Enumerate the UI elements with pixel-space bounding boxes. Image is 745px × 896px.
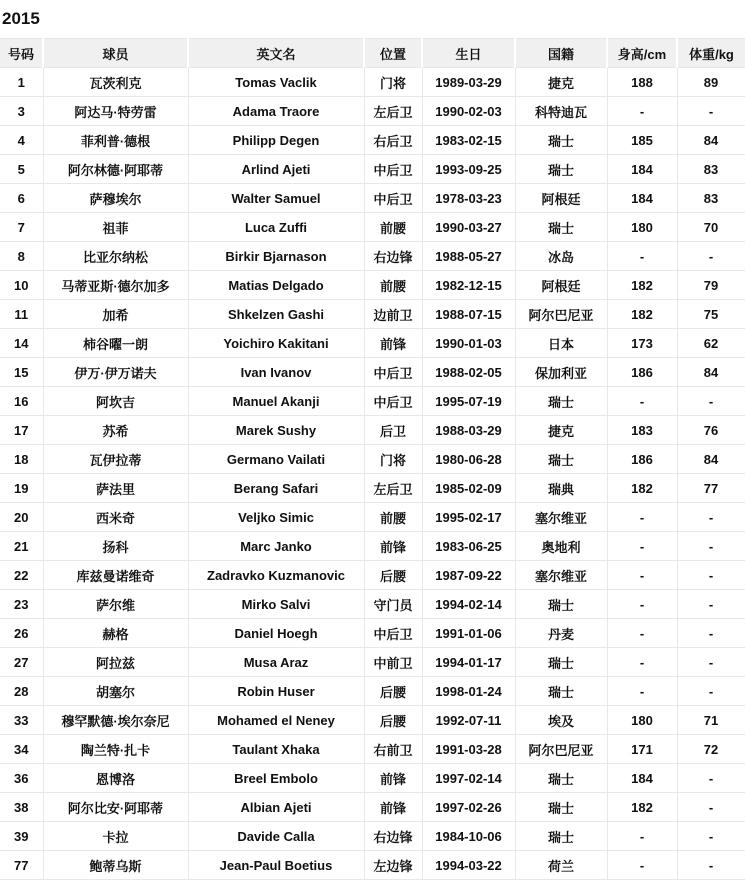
cell-position: 左后卫 — [364, 97, 422, 126]
cell-player: 西米奇 — [43, 503, 188, 532]
cell-height-cm: - — [607, 648, 677, 677]
cell-nationality: 埃及 — [515, 706, 607, 735]
cell-player: 鲍蒂乌斯 — [43, 851, 188, 880]
cell-birthday: 1982-12-15 — [422, 271, 515, 300]
cell-weight-kg: - — [677, 648, 745, 677]
cell-weight-kg: 72 — [677, 735, 745, 764]
table-row — [0, 590, 745, 619]
cell-position: 中后卫 — [364, 358, 422, 387]
cell-english-name: Zadravko Kuzmanovic — [188, 561, 364, 590]
cell-english-name: Mirko Salvi — [188, 590, 364, 619]
cell-position: 中后卫 — [364, 155, 422, 184]
cell-weight-kg: 71 — [677, 706, 745, 735]
cell-number: 8 — [0, 242, 43, 271]
cell-player: 阿坎吉 — [43, 387, 188, 416]
cell-height-cm: 185 — [607, 126, 677, 155]
cell-number: 16 — [0, 387, 43, 416]
cell-nationality: 瑞士 — [515, 590, 607, 619]
cell-birthday: 1983-02-15 — [422, 126, 515, 155]
table-row — [0, 184, 745, 213]
cell-height-cm: - — [607, 532, 677, 561]
cell-nationality: 瑞士 — [515, 126, 607, 155]
cell-height-cm: 182 — [607, 300, 677, 329]
cell-position: 前腰 — [364, 503, 422, 532]
cell-position: 后腰 — [364, 677, 422, 706]
cell-english-name: Yoichiro Kakitani — [188, 329, 364, 358]
cell-position: 前锋 — [364, 532, 422, 561]
table-row — [0, 242, 745, 271]
cell-player: 萨尔维 — [43, 590, 188, 619]
cell-height-cm: - — [607, 822, 677, 851]
table-header-row — [0, 39, 745, 68]
cell-weight-kg: - — [677, 242, 745, 271]
cell-weight-kg: - — [677, 503, 745, 532]
cell-height-cm: - — [607, 851, 677, 880]
cell-number: 3 — [0, 97, 43, 126]
cell-birthday: 1990-02-03 — [422, 97, 515, 126]
cell-number: 20 — [0, 503, 43, 532]
cell-height-cm: 184 — [607, 764, 677, 793]
cell-height-cm: 186 — [607, 445, 677, 474]
cell-birthday: 1993-09-25 — [422, 155, 515, 184]
cell-height-cm: - — [607, 503, 677, 532]
cell-height-cm: 180 — [607, 706, 677, 735]
cell-birthday: 1989-03-29 — [422, 68, 515, 97]
cell-birthday: 1988-07-15 — [422, 300, 515, 329]
cell-weight-kg: - — [677, 793, 745, 822]
cell-player: 恩博洛 — [43, 764, 188, 793]
cell-weight-kg: - — [677, 619, 745, 648]
table-row — [0, 213, 745, 242]
cell-birthday: 1990-01-03 — [422, 329, 515, 358]
cell-height-cm: - — [607, 619, 677, 648]
cell-number: 21 — [0, 532, 43, 561]
cell-position: 右边锋 — [364, 242, 422, 271]
cell-number: 26 — [0, 619, 43, 648]
cell-number: 33 — [0, 706, 43, 735]
cell-english-name: Tomas Vaclik — [188, 68, 364, 97]
cell-height-cm: - — [607, 561, 677, 590]
cell-weight-kg: 77 — [677, 474, 745, 503]
cell-nationality: 瑞士 — [515, 677, 607, 706]
table-row — [0, 619, 745, 648]
cell-position: 中后卫 — [364, 184, 422, 213]
column-header-player: 球员 — [43, 39, 188, 68]
table-row — [0, 445, 745, 474]
cell-birthday: 1994-01-17 — [422, 648, 515, 677]
cell-nationality: 塞尔维亚 — [515, 561, 607, 590]
cell-english-name: Ivan Ivanov — [188, 358, 364, 387]
cell-english-name: Jean-Paul Boetius — [188, 851, 364, 880]
cell-nationality: 科特迪瓦 — [515, 97, 607, 126]
cell-height-cm: - — [607, 677, 677, 706]
cell-number: 11 — [0, 300, 43, 329]
cell-height-cm: 173 — [607, 329, 677, 358]
cell-nationality: 捷克 — [515, 68, 607, 97]
cell-birthday: 1994-02-14 — [422, 590, 515, 619]
cell-english-name: Mohamed el Neney — [188, 706, 364, 735]
cell-number: 38 — [0, 793, 43, 822]
cell-player: 卡拉 — [43, 822, 188, 851]
cell-position: 前锋 — [364, 764, 422, 793]
cell-height-cm: 171 — [607, 735, 677, 764]
cell-number: 28 — [0, 677, 43, 706]
column-header-weight-kg: 体重/kg — [677, 39, 745, 68]
cell-nationality: 瑞士 — [515, 387, 607, 416]
cell-nationality: 冰岛 — [515, 242, 607, 271]
cell-english-name: Germano Vailati — [188, 445, 364, 474]
cell-number: 7 — [0, 213, 43, 242]
cell-height-cm: 182 — [607, 271, 677, 300]
cell-player: 赫格 — [43, 619, 188, 648]
cell-weight-kg: 84 — [677, 445, 745, 474]
cell-number: 5 — [0, 155, 43, 184]
cell-nationality: 阿尔巴尼亚 — [515, 735, 607, 764]
cell-birthday: 1991-01-06 — [422, 619, 515, 648]
cell-birthday: 1995-07-19 — [422, 387, 515, 416]
table-row — [0, 561, 745, 590]
cell-english-name: Marek Sushy — [188, 416, 364, 445]
cell-player: 阿拉兹 — [43, 648, 188, 677]
cell-number: 23 — [0, 590, 43, 619]
cell-position: 右边锋 — [364, 822, 422, 851]
cell-position: 右后卫 — [364, 126, 422, 155]
cell-weight-kg: 79 — [677, 271, 745, 300]
table-row — [0, 474, 745, 503]
cell-player: 库兹曼诺维奇 — [43, 561, 188, 590]
table-row — [0, 793, 745, 822]
cell-birthday: 1998-01-24 — [422, 677, 515, 706]
cell-number: 14 — [0, 329, 43, 358]
cell-number: 22 — [0, 561, 43, 590]
table-row — [0, 503, 745, 532]
table-row — [0, 271, 745, 300]
cell-position: 前锋 — [364, 329, 422, 358]
cell-nationality: 瑞士 — [515, 155, 607, 184]
cell-birthday: 1987-09-22 — [422, 561, 515, 590]
cell-position: 前腰 — [364, 213, 422, 242]
cell-nationality: 捷克 — [515, 416, 607, 445]
cell-position: 后腰 — [364, 561, 422, 590]
cell-player: 苏希 — [43, 416, 188, 445]
cell-player: 祖菲 — [43, 213, 188, 242]
table-row — [0, 677, 745, 706]
cell-birthday: 1992-07-11 — [422, 706, 515, 735]
cell-weight-kg: 89 — [677, 68, 745, 97]
table-row — [0, 300, 745, 329]
column-header-birthday: 生日 — [422, 39, 515, 68]
cell-nationality: 日本 — [515, 329, 607, 358]
table-row — [0, 532, 745, 561]
cell-height-cm: - — [607, 242, 677, 271]
table-row — [0, 126, 745, 155]
cell-nationality: 瑞典 — [515, 474, 607, 503]
cell-height-cm: 184 — [607, 184, 677, 213]
cell-birthday: 1978-03-23 — [422, 184, 515, 213]
cell-birthday: 1988-05-27 — [422, 242, 515, 271]
cell-number: 17 — [0, 416, 43, 445]
cell-weight-kg: 83 — [677, 184, 745, 213]
cell-birthday: 1983-06-25 — [422, 532, 515, 561]
cell-nationality: 阿根廷 — [515, 271, 607, 300]
cell-number: 39 — [0, 822, 43, 851]
cell-english-name: Walter Samuel — [188, 184, 364, 213]
cell-nationality: 奥地利 — [515, 532, 607, 561]
cell-nationality: 保加利亚 — [515, 358, 607, 387]
cell-player: 胡塞尔 — [43, 677, 188, 706]
cell-english-name: Breel Embolo — [188, 764, 364, 793]
cell-english-name: Shkelzen Gashi — [188, 300, 364, 329]
cell-number: 15 — [0, 358, 43, 387]
column-header-english-name: 英文名 — [188, 39, 364, 68]
cell-english-name: Veljko Simic — [188, 503, 364, 532]
table-row — [0, 822, 745, 851]
cell-english-name: Adama Traore — [188, 97, 364, 126]
cell-height-cm: - — [607, 387, 677, 416]
table-row — [0, 648, 745, 677]
cell-birthday: 1990-03-27 — [422, 213, 515, 242]
cell-player: 扬科 — [43, 532, 188, 561]
cell-english-name: Davide Calla — [188, 822, 364, 851]
table-row — [0, 387, 745, 416]
cell-position: 边前卫 — [364, 300, 422, 329]
cell-height-cm: - — [607, 590, 677, 619]
cell-nationality: 瑞士 — [515, 793, 607, 822]
cell-player: 阿尔比安·阿耶蒂 — [43, 793, 188, 822]
cell-english-name: Albian Ajeti — [188, 793, 364, 822]
cell-birthday: 1994-03-22 — [422, 851, 515, 880]
cell-height-cm: 182 — [607, 474, 677, 503]
cell-player: 加希 — [43, 300, 188, 329]
cell-number: 1 — [0, 68, 43, 97]
table-row — [0, 764, 745, 793]
cell-weight-kg: - — [677, 590, 745, 619]
cell-position: 门将 — [364, 445, 422, 474]
cell-position: 左边锋 — [364, 851, 422, 880]
cell-english-name: Daniel Hoegh — [188, 619, 364, 648]
cell-weight-kg: - — [677, 677, 745, 706]
cell-english-name: Luca Zuffi — [188, 213, 364, 242]
cell-weight-kg: - — [677, 532, 745, 561]
cell-english-name: Robin Huser — [188, 677, 364, 706]
cell-number: 10 — [0, 271, 43, 300]
cell-english-name: Birkir Bjarnason — [188, 242, 364, 271]
cell-height-cm: 188 — [607, 68, 677, 97]
cell-birthday: 1988-02-05 — [422, 358, 515, 387]
cell-number: 19 — [0, 474, 43, 503]
table-row — [0, 329, 745, 358]
cell-english-name: Musa Araz — [188, 648, 364, 677]
column-header-height-cm: 身高/cm — [607, 39, 677, 68]
table-row — [0, 851, 745, 880]
cell-birthday: 1984-10-06 — [422, 822, 515, 851]
table-row — [0, 68, 745, 97]
cell-position: 门将 — [364, 68, 422, 97]
cell-weight-kg: - — [677, 764, 745, 793]
table-row — [0, 416, 745, 445]
cell-number: 18 — [0, 445, 43, 474]
cell-nationality: 瑞士 — [515, 445, 607, 474]
cell-birthday: 1997-02-14 — [422, 764, 515, 793]
cell-position: 前锋 — [364, 793, 422, 822]
cell-weight-kg: 62 — [677, 329, 745, 358]
cell-number: 34 — [0, 735, 43, 764]
cell-nationality: 瑞士 — [515, 764, 607, 793]
cell-nationality: 丹麦 — [515, 619, 607, 648]
cell-player: 柿谷曜一朗 — [43, 329, 188, 358]
cell-birthday: 1997-02-26 — [422, 793, 515, 822]
cell-player: 阿尔林德·阿耶蒂 — [43, 155, 188, 184]
cell-player: 萨穆埃尔 — [43, 184, 188, 213]
cell-birthday: 1985-02-09 — [422, 474, 515, 503]
cell-player: 比亚尔纳松 — [43, 242, 188, 271]
cell-weight-kg: - — [677, 822, 745, 851]
cell-nationality: 瑞士 — [515, 213, 607, 242]
column-header-number: 号码 — [0, 39, 43, 68]
cell-weight-kg: 76 — [677, 416, 745, 445]
cell-position: 后卫 — [364, 416, 422, 445]
table-row — [0, 706, 745, 735]
cell-height-cm: - — [607, 97, 677, 126]
cell-english-name: Manuel Akanji — [188, 387, 364, 416]
cell-number: 6 — [0, 184, 43, 213]
cell-player: 马蒂亚斯·德尔加多 — [43, 271, 188, 300]
cell-nationality: 塞尔维亚 — [515, 503, 607, 532]
cell-english-name: Marc Janko — [188, 532, 364, 561]
cell-player: 阿达马·特劳雷 — [43, 97, 188, 126]
cell-position: 右前卫 — [364, 735, 422, 764]
cell-birthday: 1991-03-28 — [422, 735, 515, 764]
cell-player: 瓦茨利克 — [43, 68, 188, 97]
cell-nationality: 阿尔巴尼亚 — [515, 300, 607, 329]
cell-player: 萨法里 — [43, 474, 188, 503]
cell-position: 左后卫 — [364, 474, 422, 503]
cell-birthday: 1980-06-28 — [422, 445, 515, 474]
table-row — [0, 358, 745, 387]
cell-birthday: 1988-03-29 — [422, 416, 515, 445]
cell-player: 菲利普·德根 — [43, 126, 188, 155]
page-title: 2015 — [2, 9, 40, 28]
table-body — [0, 68, 745, 880]
cell-nationality: 阿根廷 — [515, 184, 607, 213]
cell-weight-kg: 84 — [677, 358, 745, 387]
cell-position: 中后卫 — [364, 619, 422, 648]
table-row — [0, 155, 745, 184]
cell-player: 瓦伊拉蒂 — [43, 445, 188, 474]
cell-weight-kg: - — [677, 387, 745, 416]
cell-weight-kg: - — [677, 851, 745, 880]
cell-weight-kg: 75 — [677, 300, 745, 329]
cell-weight-kg: - — [677, 97, 745, 126]
cell-number: 77 — [0, 851, 43, 880]
cell-birthday: 1995-02-17 — [422, 503, 515, 532]
cell-height-cm: 186 — [607, 358, 677, 387]
cell-position: 前腰 — [364, 271, 422, 300]
cell-weight-kg: 83 — [677, 155, 745, 184]
cell-number: 36 — [0, 764, 43, 793]
table-row — [0, 735, 745, 764]
cell-height-cm: 184 — [607, 155, 677, 184]
cell-weight-kg: - — [677, 561, 745, 590]
cell-nationality: 荷兰 — [515, 851, 607, 880]
column-header-nationality: 国籍 — [515, 39, 607, 68]
cell-number: 4 — [0, 126, 43, 155]
cell-english-name: Philipp Degen — [188, 126, 364, 155]
cell-weight-kg: 70 — [677, 213, 745, 242]
cell-english-name: Taulant Xhaka — [188, 735, 364, 764]
cell-position: 中前卫 — [364, 648, 422, 677]
cell-height-cm: 182 — [607, 793, 677, 822]
cell-height-cm: 180 — [607, 213, 677, 242]
cell-position: 中后卫 — [364, 387, 422, 416]
column-header-position: 位置 — [364, 39, 422, 68]
cell-player: 伊万·伊万诺夫 — [43, 358, 188, 387]
cell-english-name: Berang Safari — [188, 474, 364, 503]
cell-number: 27 — [0, 648, 43, 677]
cell-player: 穆罕默德·埃尔奈尼 — [43, 706, 188, 735]
cell-weight-kg: 84 — [677, 126, 745, 155]
cell-player: 陶兰特·扎卡 — [43, 735, 188, 764]
cell-english-name: Matias Delgado — [188, 271, 364, 300]
cell-nationality: 瑞士 — [515, 648, 607, 677]
cell-position: 后腰 — [364, 706, 422, 735]
table-row — [0, 97, 745, 126]
cell-position: 守门员 — [364, 590, 422, 619]
cell-english-name: Arlind Ajeti — [188, 155, 364, 184]
cell-height-cm: 183 — [607, 416, 677, 445]
players-table — [0, 38, 745, 880]
cell-nationality: 瑞士 — [515, 822, 607, 851]
